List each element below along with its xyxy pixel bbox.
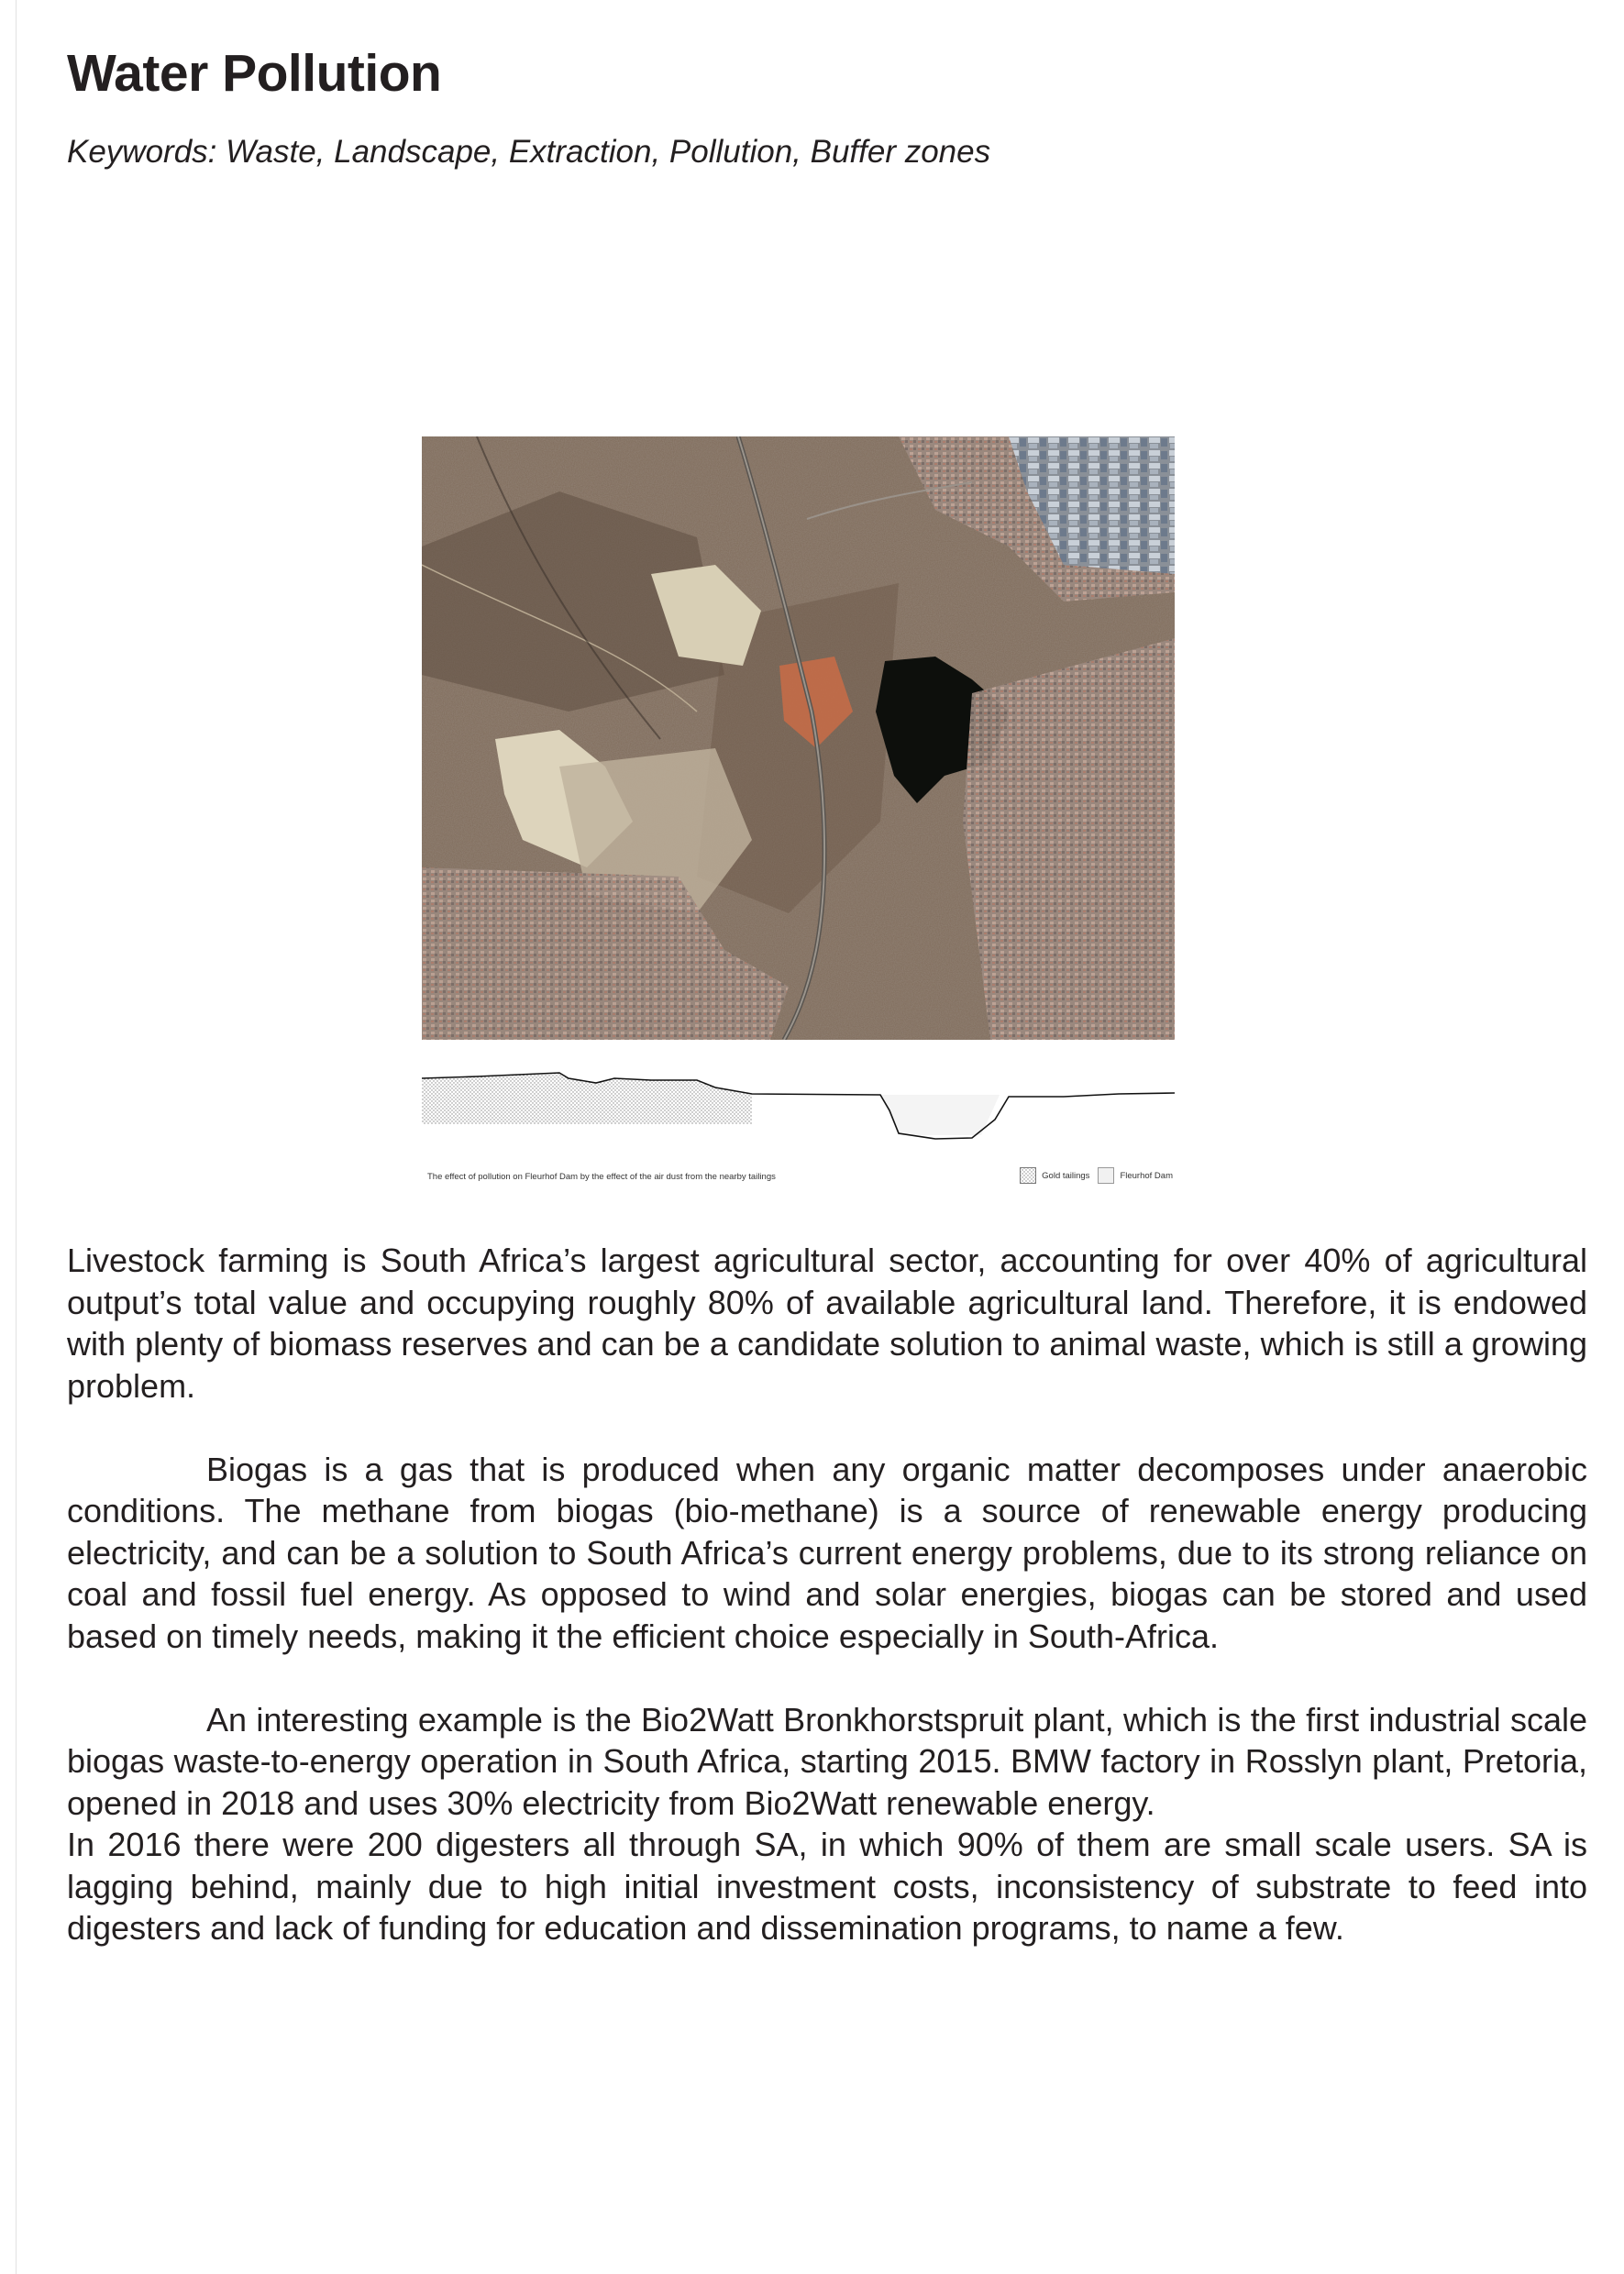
figure-legend	[1020, 1167, 1173, 1184]
figure-caption: The effect of pollution on Fleurhof Dam by the effect of the air dust from the nearby tailings	[427, 1172, 776, 1182]
legend-item-fleurhof-dam	[1098, 1167, 1173, 1184]
legend-label: Gold tailings	[1042, 1170, 1090, 1181]
body-paragraph: An interesting example is the Bio2Watt Bronkhorstspruit plant, which is the first industrial scale biogas waste-to-energy operation in South Africa, starting 2015. BMW factory in Rosslyn plant, Pretoria, opened in 2018 and uses 30% electricity from Bio2Watt renewable energy.	[67, 1700, 1587, 1822]
body-paragraph: Livestock farming is South Africa’s largest agricultural sector, accounting for over 40% of agricultural output’s total value and occupying roughly 80% of available agricultural land. Therefore, it is endowed with plenty of biomass reserves and can be a candidate solution to animal waste, which is still a growing problem.	[67, 1242, 1587, 1405]
keywords-line: Keywords: Waste, Landscape, Extraction, Pollution, Buffer zones	[67, 134, 991, 170]
body-text	[67, 1240, 1587, 1949]
page-title: Water Pollution	[67, 44, 442, 103]
legend-item-gold-tailings	[1020, 1167, 1089, 1184]
gold-tailings-swatch-icon	[1020, 1167, 1036, 1184]
cross-section-diagram	[422, 1069, 1175, 1161]
aerial-photo	[422, 436, 1175, 1040]
fleurhof-dam-swatch-icon	[1098, 1167, 1114, 1184]
page-left-border	[16, 0, 17, 2274]
body-paragraph: In 2016 there were 200 digesters all through SA, in which 90% of them are small scale users. SA is lagging behind, mainly due to high initial investment costs, inconsistency of substrate to feed into digesters and lack of funding for education and dissemination programs, to name a few.	[67, 1826, 1587, 1947]
legend-label: Fleurhof Dam	[1120, 1170, 1173, 1181]
body-paragraph: Biogas is a gas that is produced when any organic matter decomposes under anaerobic conditions. The methane from biogas (bio-methane) is a source of renewable energy producing electricity, and can be a solution to South Africa’s current energy problems, due to its strong reliance on coal and fossil fuel energy. As opposed to wind and solar energies, biogas can be stored and used based on timely needs, making it the efficient choice especially in South-Africa.	[67, 1450, 1587, 1655]
figure	[422, 436, 1175, 1188]
